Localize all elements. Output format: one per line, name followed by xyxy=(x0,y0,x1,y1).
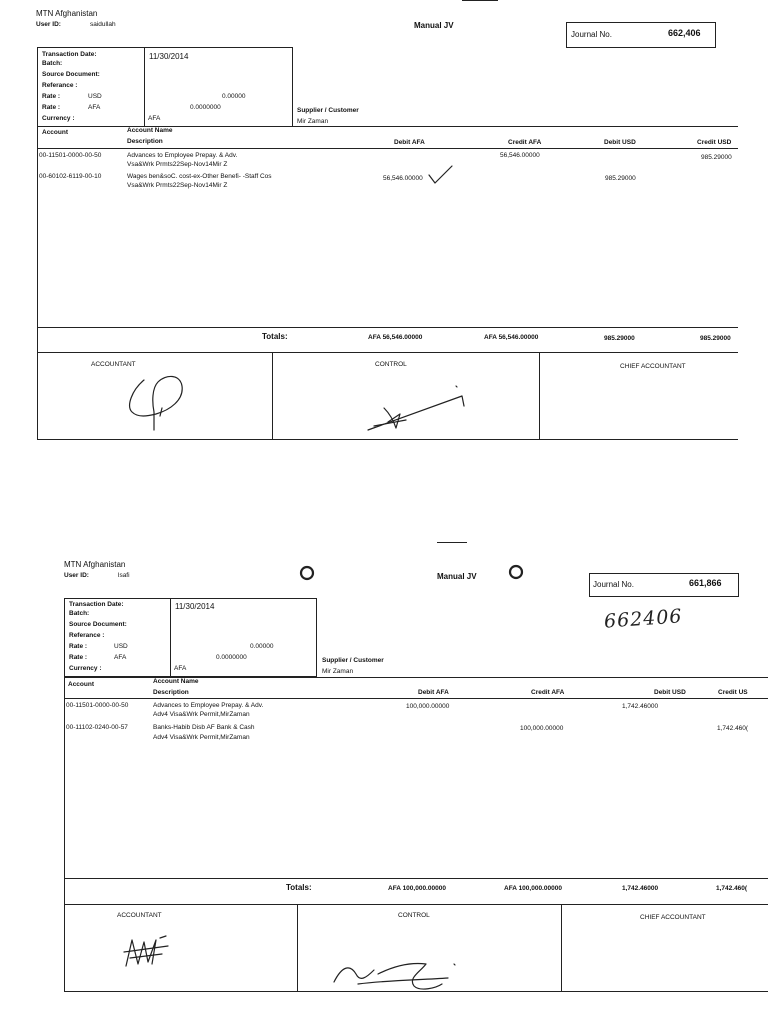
page-title: Manual JV xyxy=(414,21,454,30)
currency-value: AFA xyxy=(148,115,161,122)
rate-label: Rate : xyxy=(69,654,88,661)
user-id-value: lsafi xyxy=(118,572,130,579)
company-name: MTN Afghanistan xyxy=(36,9,98,18)
reference-label: Referance : xyxy=(42,82,78,89)
rate-currency: USD xyxy=(88,93,102,100)
row-debit-usd: 985.29000 xyxy=(605,175,636,182)
rate-label: Rate : xyxy=(42,104,61,111)
total-credit-usd: 1,742.460( xyxy=(716,885,748,892)
column-account-name: Account Name xyxy=(127,127,173,134)
totals-label: Totals: xyxy=(262,332,288,341)
currency-label: Currency : xyxy=(69,665,102,672)
hole-punch-icon xyxy=(508,564,524,580)
currency-label: Currency : xyxy=(42,115,75,122)
row-description: Adv4 Visa&Wrk Permit,MirZaman xyxy=(153,711,250,718)
total-debit-usd: 985.29000 xyxy=(604,335,635,342)
row-description: Adv4 Visa&Wrk Permit,MirZaman xyxy=(153,734,250,741)
column-credit-afa: Credit AFA xyxy=(531,689,565,696)
reference-label: Referance : xyxy=(69,632,105,639)
control-signature xyxy=(330,954,464,994)
row-credit-afa: 100,000.00000 xyxy=(520,725,564,732)
user-id-value: saidullah xyxy=(90,21,116,28)
total-debit-afa: AFA 56,546.00000 xyxy=(368,334,423,341)
column-account-name: Account Name xyxy=(153,678,199,685)
row-debit-usd: 1,742.46000 xyxy=(622,703,659,710)
supplier-label: Supplier / Customer xyxy=(297,107,359,114)
total-credit-usd: 985.29000 xyxy=(700,335,731,342)
transaction-date-value: 11/30/2014 xyxy=(175,602,215,611)
company-name: MTN Afghanistan xyxy=(64,560,126,569)
row-description: Vsa&Wrk Prmts22Sep-Nov14Mir Z xyxy=(127,161,228,168)
row-debit-afa: 100,000.00000 xyxy=(406,703,450,710)
journal-no-label: Journal No. xyxy=(571,30,612,39)
control-label: CONTROL xyxy=(398,912,430,919)
column-credit-usd: Credit US xyxy=(718,689,748,696)
control-signature xyxy=(366,384,470,436)
chief-accountant-label: CHIEF ACCOUNTANT xyxy=(640,914,706,921)
row-account: 00-11102-0240-00-57 xyxy=(66,724,128,731)
totals-label: Totals: xyxy=(286,883,312,892)
rate-value: 0.0000000 xyxy=(190,104,221,111)
rate-currency: AFA xyxy=(88,104,101,111)
accountant-label: ACCOUNTANT xyxy=(117,912,162,919)
column-debit-usd: Debit USD xyxy=(654,689,686,696)
supplier-value: Mir Zaman xyxy=(322,668,354,675)
source-document-label: Source Document: xyxy=(42,71,100,78)
journal-no-value: 661,866 xyxy=(689,578,722,588)
rate-value: 0.00000 xyxy=(222,93,246,100)
rate-label: Rate : xyxy=(69,643,88,650)
transaction-date-label: Transaction Date: xyxy=(69,601,124,608)
rate-value: 0.00000 xyxy=(250,643,274,650)
rate-currency: AFA xyxy=(114,654,127,661)
row-account-name: Wages ben&soC. cost-ex-Other Benefi- -Staff Cos xyxy=(127,173,272,180)
total-credit-afa: AFA 100,000.00000 xyxy=(504,885,562,892)
accountant-label: ACCOUNTANT xyxy=(91,361,136,368)
supplier-value: Mir Zaman xyxy=(297,118,329,125)
row-debit-afa: 56,546.00000 xyxy=(383,175,423,182)
currency-value: AFA xyxy=(174,665,187,672)
supplier-label: Supplier / Customer xyxy=(322,657,384,664)
row-account: 00-11501-0000-00-50 xyxy=(66,702,129,709)
column-account: Account xyxy=(42,129,68,136)
page-title: Manual JV xyxy=(437,572,477,581)
row-account: 00-60102-6119-00-10 xyxy=(39,173,102,180)
journal-no-label: Journal No. xyxy=(593,580,634,589)
user-id-label: User ID: xyxy=(64,572,89,579)
rate-currency: USD xyxy=(114,643,128,650)
column-credit-afa: Credit AFA xyxy=(508,139,542,146)
row-credit-afa: 56,546.00000 xyxy=(500,152,540,159)
transaction-date-value: 11/30/2014 xyxy=(149,52,189,61)
column-debit-afa: Debit AFA xyxy=(418,689,449,696)
accountant-signature xyxy=(122,372,192,434)
accountant-signature xyxy=(122,934,172,970)
row-account: 00-11501-0000-00-50 xyxy=(39,152,102,159)
source-document-label: Source Document: xyxy=(69,621,127,628)
column-debit-afa: Debit AFA xyxy=(394,139,425,146)
rate-value: 0.0000000 xyxy=(216,654,247,661)
total-credit-afa: AFA 56,546.00000 xyxy=(484,334,539,341)
row-account-name: Advances to Employee Prepay. & Adv. xyxy=(153,702,264,709)
control-label: CONTROL xyxy=(375,361,407,368)
handwritten-journal-note: 662406 xyxy=(603,605,684,633)
total-debit-afa: AFA 100,000.00000 xyxy=(388,885,446,892)
checkmark-icon xyxy=(428,164,454,186)
batch-label: Batch: xyxy=(69,610,90,617)
rate-label: Rate : xyxy=(42,93,61,100)
row-description: Vsa&Wrk Prmts22Sep-Nov14Mir Z xyxy=(127,182,228,189)
row-credit-usd: 985.29000 xyxy=(701,154,732,161)
column-description: Description xyxy=(127,138,163,145)
chief-accountant-label: CHIEF ACCOUNTANT xyxy=(620,363,686,370)
transaction-date-label: Transaction Date: xyxy=(42,51,97,58)
journal-no-value: 662,406 xyxy=(668,28,701,38)
column-credit-usd: Credit USD xyxy=(697,139,732,146)
row-credit-usd: 1,742.460( xyxy=(717,725,749,732)
column-account: Account xyxy=(68,681,94,688)
column-debit-usd: Debit USD xyxy=(604,139,636,146)
row-account-name: Advances to Employee Prepay. & Adv. xyxy=(127,152,238,159)
total-debit-usd: 1,742.46000 xyxy=(622,885,659,892)
row-account-name: Banks-Habib Disb AF Bank & Cash xyxy=(153,724,255,731)
column-description: Description xyxy=(153,689,189,696)
user-id-label: User ID: xyxy=(36,21,61,28)
hole-punch-icon xyxy=(299,565,315,581)
batch-label: Batch: xyxy=(42,60,63,67)
